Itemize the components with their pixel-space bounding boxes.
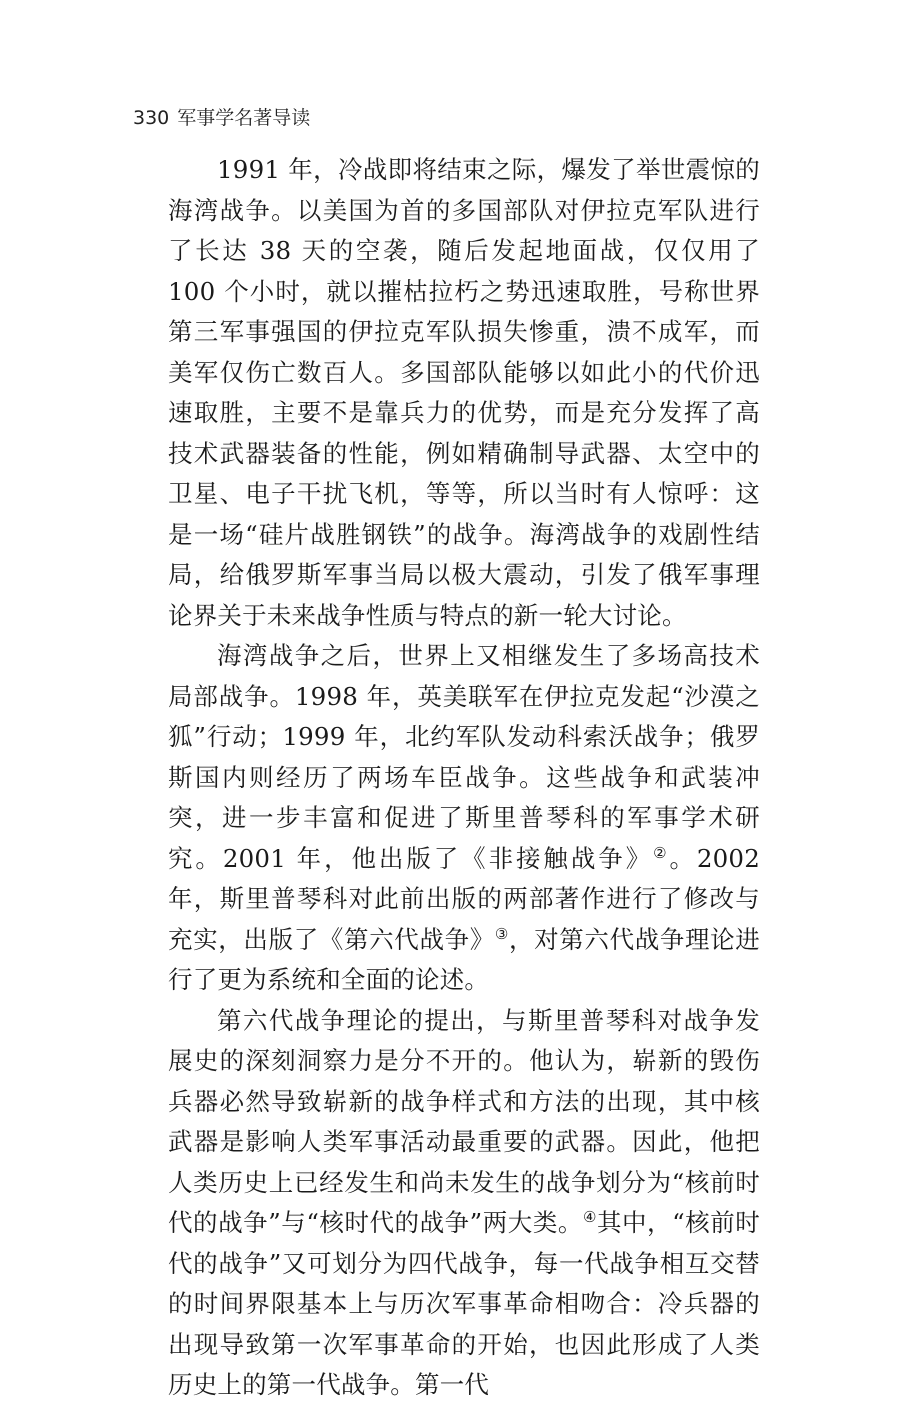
paragraph-text: 1991 年，冷战即将结束之际，爆发了举世震惊的海湾战争。以美国为首的多国部队对伊拉克军队进行了长达 38 天的空袭，随后发起地面战，仅仅用了 100 个小时，就以摧枯拉朽之势迅速取胜，号称世界第三军事强国的伊拉克军队损失惨重，溃不成军，而美军仅伤亡数百人。多国部队能够以如此小的代价迅速取胜，主要不是靠兵力的优势，而是充分发挥了高技术武器装备的性能，例如精确制导武器、太空中的卫星、电子干扰飞机，等等，所以当时有人惊呼：这是一场“硅片战胜钢铁”的战争。海湾战争的戏剧性结局，给俄罗斯军事当局以极大震动，引发了俄军事理论界关于未来战争性质与特点的新一轮大讨论。 [168,155,760,630]
page-number: 330 [133,107,170,129]
footnote-marker: ② [653,843,670,862]
footnote-marker: ④ [582,1207,597,1226]
body-text [168,150,760,1406]
paragraph-text: 第六代战争理论的提出，与斯里普琴科对战争发展史的深刻洞察力是分不开的。他认为，崭新的毁伤兵器必然导致崭新的战争样式和方法的出现，其中核武器是影响人类军事活动最重要的武器。因此，他把人类历史上已经发生和尚未发生的战争划分为“核前时代的战争”与“核时代的战争”两大类。 [168,1005,760,1237]
paragraph-text: ，对第六代战争理论进行了更为系统和全面的论述。 [168,924,760,994]
paragraph-high-tech-wars [168,636,760,1001]
paragraph-text: 其中，“核前时代的战争”又可划分为四代战争，每一代战争相互交替的时间界限基本上与历次军事革命相吻合：冷兵器的出现导致第一次军事革命的开始，也因此形成了人类历史上的第一代战争。第一代 [168,1208,760,1399]
paragraph-sixth-generation [168,1001,760,1406]
running-header [133,103,310,130]
paragraph-gulf-war [168,150,760,636]
footnote-marker: ③ [494,924,509,943]
paragraph-text: 海湾战争之后，世界上又相继发生了多场高技术局部战争。1998 年，英美联军在伊拉克发起“沙漠之狐”行动；1999 年，北约军队发动科索沃战争；俄罗斯国内则经历了两场车臣战争。这些战争和武装冲突，进一步丰富和促进了斯里普琴科的军事学术研究。2001 年，他出版了《非接触战争》 [168,641,760,873]
paragraph-text: 。2002 年，斯里普琴科对此前出版的两部著作进行了修改与充实，出版了《第六代战争》 [168,843,761,954]
book-title: 军事学名著导读 [177,107,311,129]
